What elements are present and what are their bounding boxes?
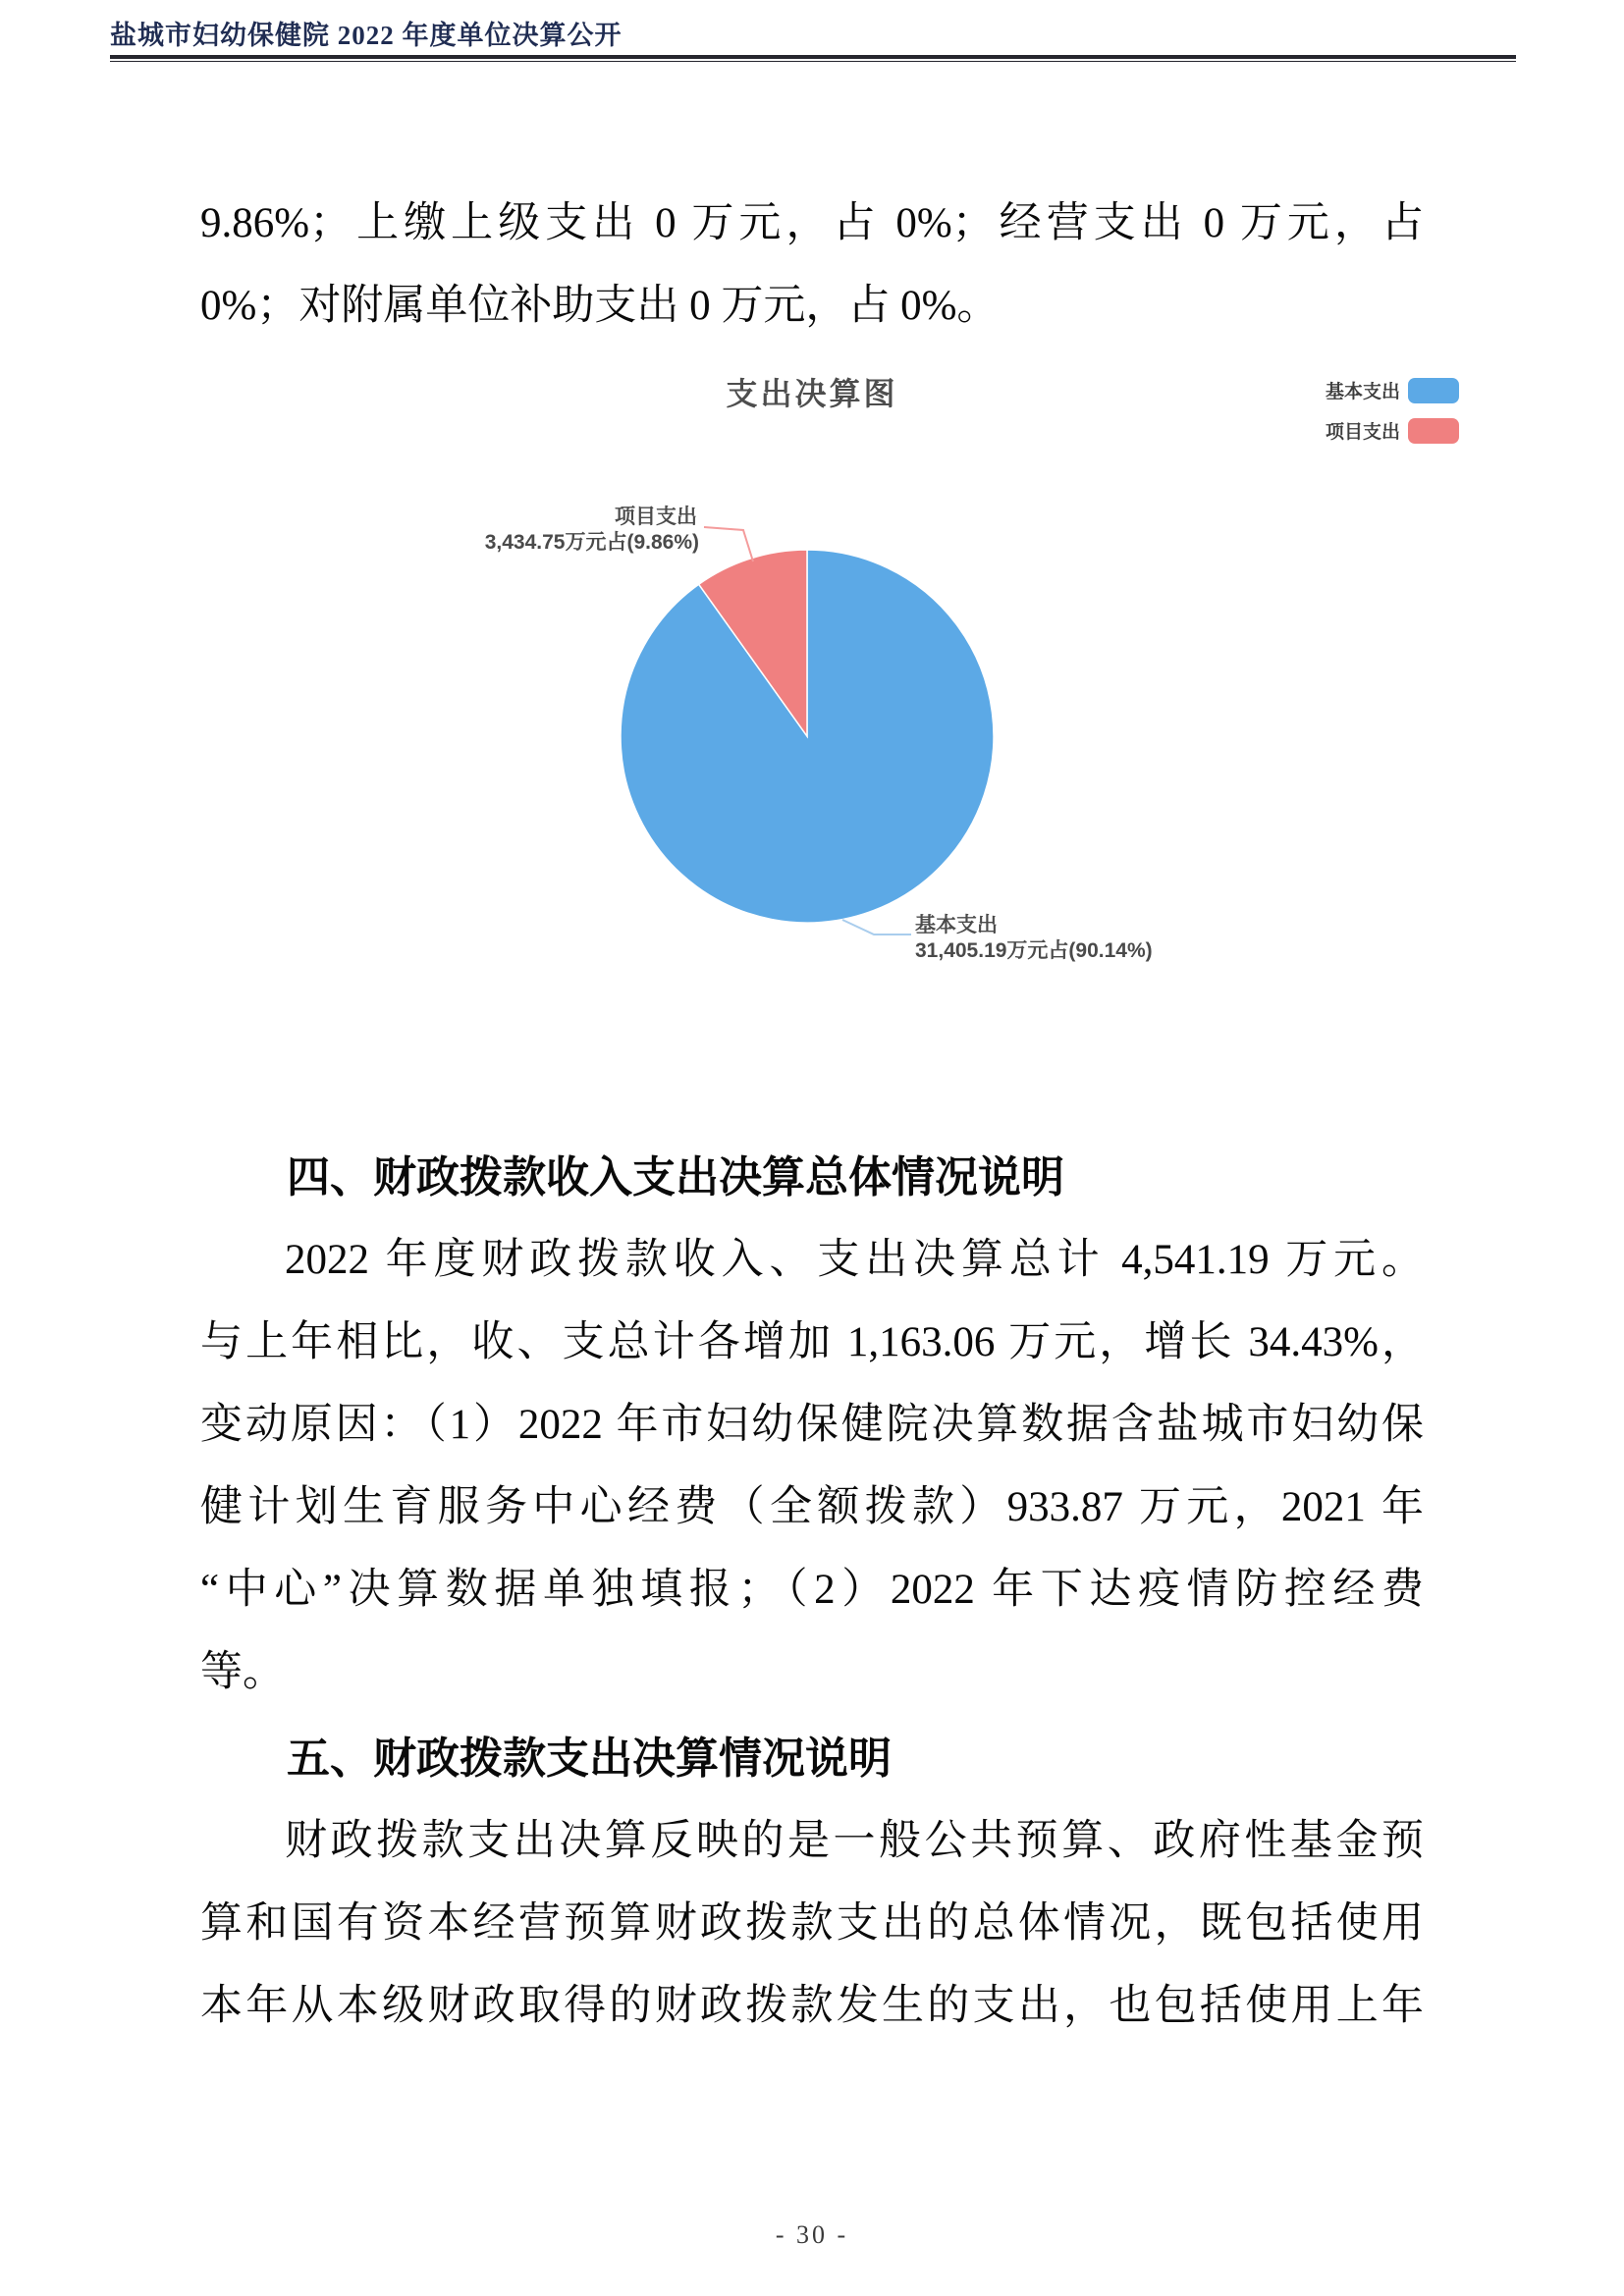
pie-label-project-value: 3,434.75万元占(9.86%) [484,531,699,554]
pie-label-project [485,505,699,556]
text-line: 9.86%；上缴上级支出 0 万元，占 0%；经营支出 0 万元，占 [200,200,1424,246]
section-heading-5: 五、财政拨款支出决算情况说明 [287,1735,892,1783]
text-line: 健计划生育服务中心经费（全额拨款）933.87 万元，2021 年 [200,1484,1424,1530]
text-line: 财政拨款支出决算反映的是一般公共预算、政府性基金预 [285,1818,1424,1864]
text-line: 0%；对附属单位补助支出 0 万元，占 0%。 [200,283,1000,329]
pie-label-basic-name: 基本支出 [915,914,998,936]
text-line: 变动原因：（1）2022 年市妇幼保健院决算数据含盐城市妇幼保 [200,1402,1424,1448]
page-footer [0,2220,1624,2250]
intro-paragraph [200,183,1424,347]
text-line: “中心”决算数据单独填报；（2）2022 年下达疫情防控经费 [200,1567,1424,1613]
header-title: 盐城市妇幼保健院 2022 年度单位决算公开 [110,21,623,50]
header-rule-thick [110,55,1516,59]
legend-label: 项目支出 [1325,422,1400,443]
chart-title: 支出决算图 [726,376,898,411]
text-line: 2022 年度财政拨款收入、支出决算总计 4,541.19 万元。 [285,1237,1424,1283]
basic-callout-line [842,920,911,934]
pie-label-basic [915,913,1153,964]
section-5-paragraph [200,1800,1424,2048]
text-line: 与上年相比，收、支总计各增加 1,163.06 万元，增长 34.43%， [200,1319,1424,1365]
text-line: 算和国有资本经营预算财政拨款支出的总体情况，既包括使用 [200,1900,1424,1947]
section-heading-4: 四、财政拨款收入支出决算总体情况说明 [287,1153,1064,1201]
pie-label-project-name: 项目支出 [615,506,697,528]
project-callout-line [704,527,753,561]
section-4-paragraph [200,1219,1424,1714]
expenditure-pie-chart [200,357,1424,1133]
text-line: 等。 [200,1649,285,1695]
page-number: - 30 - [775,2220,849,2249]
legend-label: 基本支出 [1325,382,1400,402]
header-rule-thin [110,61,1516,62]
pie-svg [200,357,1424,1133]
document-body [200,183,1424,2048]
pie-label-basic-value: 31,405.19万元占(90.14%) [915,939,1153,962]
header-rule [110,55,1516,62]
text-line: 本年从本级财政取得的财政拨款发生的支出，也包括使用上年 [200,1983,1424,2029]
